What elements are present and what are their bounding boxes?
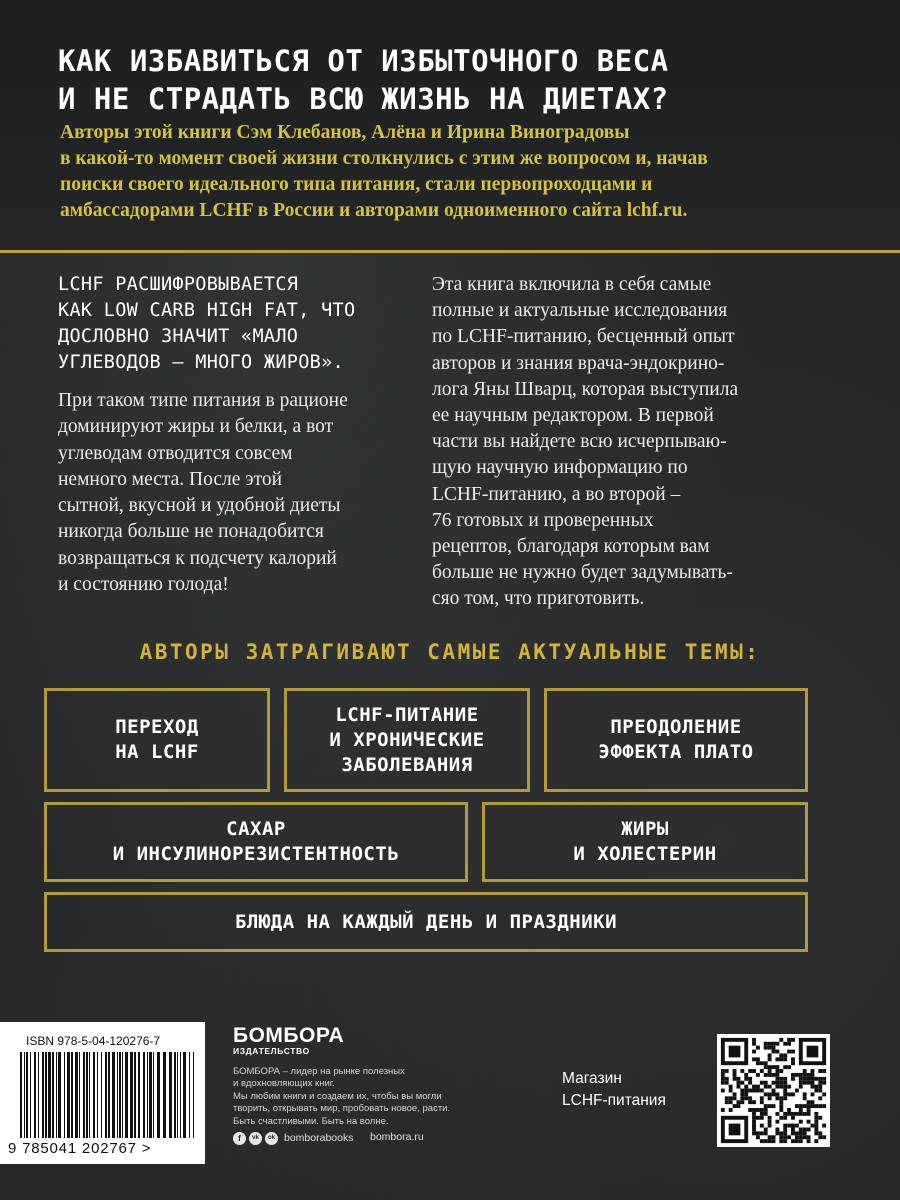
barcode-icon [18, 1052, 198, 1138]
barcode-number: 9 785041 202767 > [8, 1140, 152, 1157]
topic-box-dishes: БЛЮДА НА КАЖДЫЙ ДЕНЬ И ПРАЗДНИКИ [44, 892, 808, 952]
vk-icon: vk [249, 1132, 262, 1145]
body-line: рецептов, благодаря которым вам [432, 536, 710, 558]
social-handle: bomborabooks [284, 1132, 354, 1144]
topic-box-chronic-diseases: LCHF-ПИТАНИЕ И ХРОНИЧЕСКИЕ ЗАБОЛЕВАНИЯ [284, 688, 530, 792]
topic-box-sugar-insulin: САХАР И ИНСУЛИНОРЕЗИСТЕНТНОСТЬ [44, 802, 468, 882]
facebook-icon: f [233, 1132, 246, 1145]
section-divider [0, 250, 900, 253]
body-line: углеводам отводится совсем [58, 442, 293, 464]
body-line: ее научным редактором. В первой [432, 405, 714, 427]
left-body-text [58, 388, 418, 598]
left-column [58, 272, 418, 598]
headline-line-2: И НЕ СТРАДАТЬ ВСЮ ЖИЗНЬ НА ДИЕТАХ? [58, 82, 669, 116]
right-column [432, 272, 852, 613]
body-line: и состоянию голода! [58, 574, 229, 596]
topic-box-plateau: ПРЕОДОЛЕНИЕ ЭФФЕКТА ПЛАТО [544, 688, 808, 792]
body-line: больше не нужно будет задумывать- [432, 562, 733, 584]
publisher-line: и вдохновляющих книг. [233, 1078, 335, 1090]
publisher-logo: БОМБОРА [233, 1024, 345, 1047]
body-line: возвращаться к подсчету калорий [58, 547, 337, 569]
headline-line-1: КАК ИЗБАВИТЬСЯ ОТ ИЗБЫТОЧНОГО ВЕСА [58, 44, 669, 78]
body-line: сяо том, что приготовить. [432, 588, 645, 610]
body-line: по LCHF-питанию, бесценный опыт [432, 326, 735, 348]
publisher-line: Мы любим книги и создаем их, чтобы вы могли [233, 1090, 442, 1102]
intro-line-1: Авторы этой книги Сэм Клебанов, Алёна и Ирина Виноградовы [60, 122, 630, 143]
headline [58, 42, 858, 118]
shop-line-1: Магазин [562, 1070, 622, 1087]
lead-line: УГЛЕВОДОВ – МНОГО ЖИРОВ». [58, 352, 344, 373]
publisher-line: творить, открывать мир, пробовать новое, расти. [233, 1103, 451, 1115]
topics-heading: АВТОРЫ ЗАТРАГИВАЮТ САМЫЕ АКТУАЛЬНЫЕ ТЕМЫ: [139, 640, 761, 664]
body-line: доминируют жиры и белки, а вот [58, 416, 334, 438]
shop-label [562, 1068, 712, 1112]
lead-line: КАК LOW CARB HIGH FAT, ЧТО [58, 300, 356, 321]
lead-line: ДОСЛОВНО ЗНАЧИТ «МАЛО [58, 326, 299, 347]
social-links [233, 1131, 353, 1145]
body-line: щую научную информацию по [432, 457, 688, 479]
publisher-logo-subtitle: ИЗДАТЕЛЬСТВО [233, 1046, 310, 1056]
intro-line-3: поиски своего идеального типа питания, стали первопроходцами и [60, 174, 653, 195]
body-line: части вы найдете всю исчерпываю- [432, 431, 727, 453]
body-line: никогда больше не понадобится [58, 521, 324, 543]
body-line: авторов и знания врача-эндокрино- [432, 352, 725, 374]
intro-line-2: в какой-то момент своей жизни столкнулись с этим же вопросом и, начав [60, 148, 708, 169]
intro-line-4: амбассадорами LCHF в России и авторами одноименного сайта lchf.ru. [60, 200, 688, 221]
body-line: Эта книга включила в себя самые [432, 274, 712, 295]
topic-box-transition: ПЕРЕХОД НА LCHF [44, 688, 270, 792]
body-line: полные и актуальные исследования [432, 300, 728, 322]
qr-code-icon [717, 1034, 830, 1147]
isbn-text: ISBN 978-5-04-120276-7 [26, 1034, 161, 1048]
publisher-site: bombora.ru [370, 1131, 424, 1143]
body-line: При таком типе питания в рационе [58, 390, 348, 411]
body-line: немного места. После этой [58, 468, 283, 490]
lchf-definition [58, 272, 418, 376]
shop-line-2: LCHF-питания [562, 1092, 666, 1109]
body-line: 76 готовых и проверенных [432, 509, 654, 531]
body-line: сытной, вкусной и удобной диеты [58, 495, 341, 517]
ok-icon: ok [265, 1132, 278, 1145]
body-line: лога Яны Шварц, которая выступила [432, 378, 739, 400]
intro-paragraph [60, 120, 860, 224]
topic-box-fats-cholesterol: ЖИРЫ И ХОЛЕСТЕРИН [482, 802, 808, 882]
publisher-description [233, 1066, 533, 1128]
body-line: LCHF-питанию, а во второй – [432, 483, 681, 505]
lead-line: LCHF РАСШИФРОВЫВАЕТСЯ [58, 274, 299, 295]
publisher-line: БОМБОРА – лидер на рынке полезных [233, 1066, 405, 1077]
publisher-line: Быть счастливыми. Быть на волне. [233, 1115, 389, 1127]
